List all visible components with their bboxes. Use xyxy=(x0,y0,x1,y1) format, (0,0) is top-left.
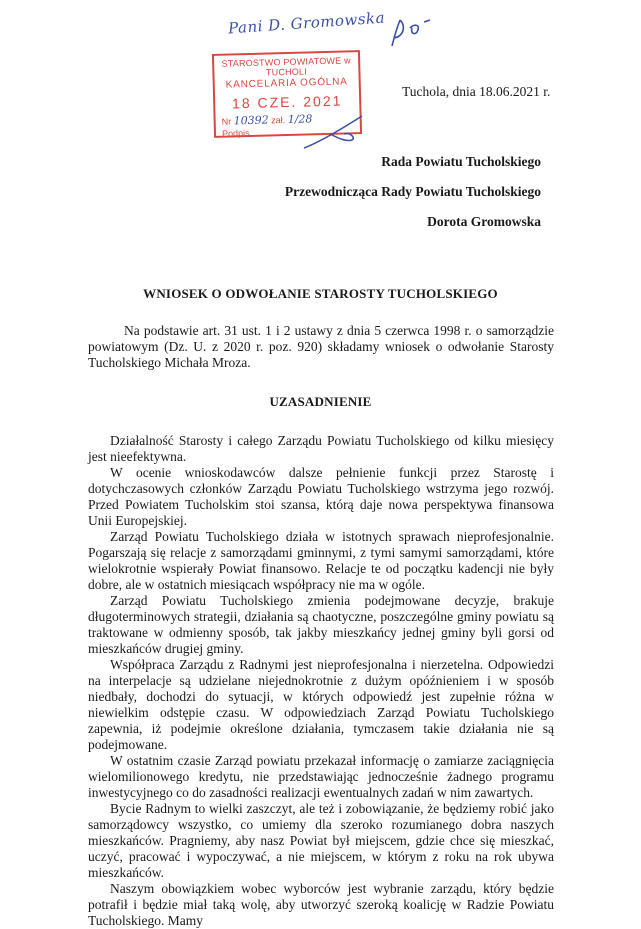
recipient-council: Rada Powiatu Tucholskiego xyxy=(381,154,541,169)
paragraph: Współpraca Zarządu z Radnymi jest nieprofesjonalna i nierzetelna. Odpowiedzi na interpelacje są udzielane niejednokrotnie z dużym opóźnieniem i w sposób niedbały, dochodzi do sytuacji, w których odpowiedź jest zupełnie różna w niewielkim odstępie czasu. W odpowiedziach Zarząd Powiatu Tucholskiego zapewnia, iż podejmie określone działania, tymczasem takie działania nie są podejmowane. xyxy=(88,657,554,752)
handwritten-initials-icon xyxy=(386,16,436,50)
recipient-name: Dorota Gromowska xyxy=(427,214,541,229)
signature-icon xyxy=(300,112,370,154)
stamp-zal-label: zał. xyxy=(271,115,286,126)
stamp-department: KANCELARIA OGÓLNA xyxy=(225,76,348,91)
paragraph: Działalność Starosty i całego Zarządu Powiatu Tucholskiego od kilku miesięcy jest nieefektywna. xyxy=(88,433,554,464)
document-date: Tuchola, dnia 18.06.2021 r. xyxy=(402,84,551,99)
stamp-office: STAROSTWO POWIATOWE w TUCHOLI xyxy=(221,55,351,78)
recipient-chairwoman-title: Przewodnicząca Rady Powiatu Tucholskiego xyxy=(284,184,541,199)
intro-paragraph: Na podstawie art. 31 ust. 1 i 2 ustawy z dnia 5 czerwca 1998 r. o samorządzie powiatowym (Dz. U. z 2020 r. poz. 920) składamy wniosek o odwołanie Starosty Tucholskiego Michała Mroza. xyxy=(88,323,554,370)
paragraph: W ostatnim czasie Zarząd powiatu przekazał informację o zamiarze zaciągnięcia wielomilionowego kredytu, nie przedstawiając jednocześnie żadnego programu inwestycyjnego co do zasadności realizacji ewentualnych zadań w nim zawartych. xyxy=(88,753,554,800)
stamp-date: 18 CZE. 2021 xyxy=(231,92,343,112)
paragraph: Bycie Radnym to wielki zaszczyt, ale też i zobowiązanie, że będziemy robić jako samorządowcy wszystko, co umiemy dla szeroko rozumianego dobra naszych mieszkańców. Pragniemy, aby nasz Powiat był miejscem, gdzie chce się mieszkać, uczyć, pracować i wypoczywać, a nie miejscem, w którym z roku na rok ubywa mieszkańców. xyxy=(88,801,554,880)
section-title: UZASADNIENIE xyxy=(269,394,372,409)
paragraph: Zarząd Powiatu Tucholskiego działa w istotnych sprawach nieprofesjonalnie. Pogarszają się relacje z samorządami gminnymi, z tymi samymi samorządami, które wielokrotnie wspierały Powiat finansowo. Relacje te od początku kadencji nie były dobre, ale w ostatnich miesiącach współpracy nie ma w ogóle. xyxy=(88,529,554,592)
document-title: WNIOSEK O ODWOŁANIE STAROSTY TUCHOLSKIEGO xyxy=(143,286,498,301)
stamp-nr-label: Nr xyxy=(221,116,232,127)
paragraph: W ocenie wnioskodawców dalsze pełnienie funkcji przez Starostę i dotychczasowych członków Zarządu Powiatu Tucholskiego wstrzyma jego rozwój. Przed Powiatem Tucholskim stoi szansa, którą daje nowa perspektywa finansowa Unii Europejskiej. xyxy=(88,465,554,528)
stamp-signature-label: Podpis xyxy=(221,127,250,139)
paragraph: Zarząd Powiatu Tucholskiego zmienia podejmowane decyzje, brakuje długoterminowych strategii, działania są chaotyczne, poszczególne gminy powiatu są traktowane w odmienny sposób, tak jakby mieszkańcy jednej gminy byli gorsi od mieszkańców drugiej gminy. xyxy=(88,593,554,656)
stamp-nr-value: 10392 xyxy=(233,113,269,128)
handwritten-note: Pani D. Gromowska xyxy=(227,8,386,38)
stamp-zal-value: 1/28 xyxy=(287,112,313,126)
paragraph: Naszym obowiązkiem wobec wyborców jest wybranie zarządu, który będzie potrafił i będzie miał taką wolę, aby utworzyć szeroką koalicję w Radzie Powiatu Tucholskiego. Mamy xyxy=(88,881,554,928)
justification-body xyxy=(88,433,554,929)
